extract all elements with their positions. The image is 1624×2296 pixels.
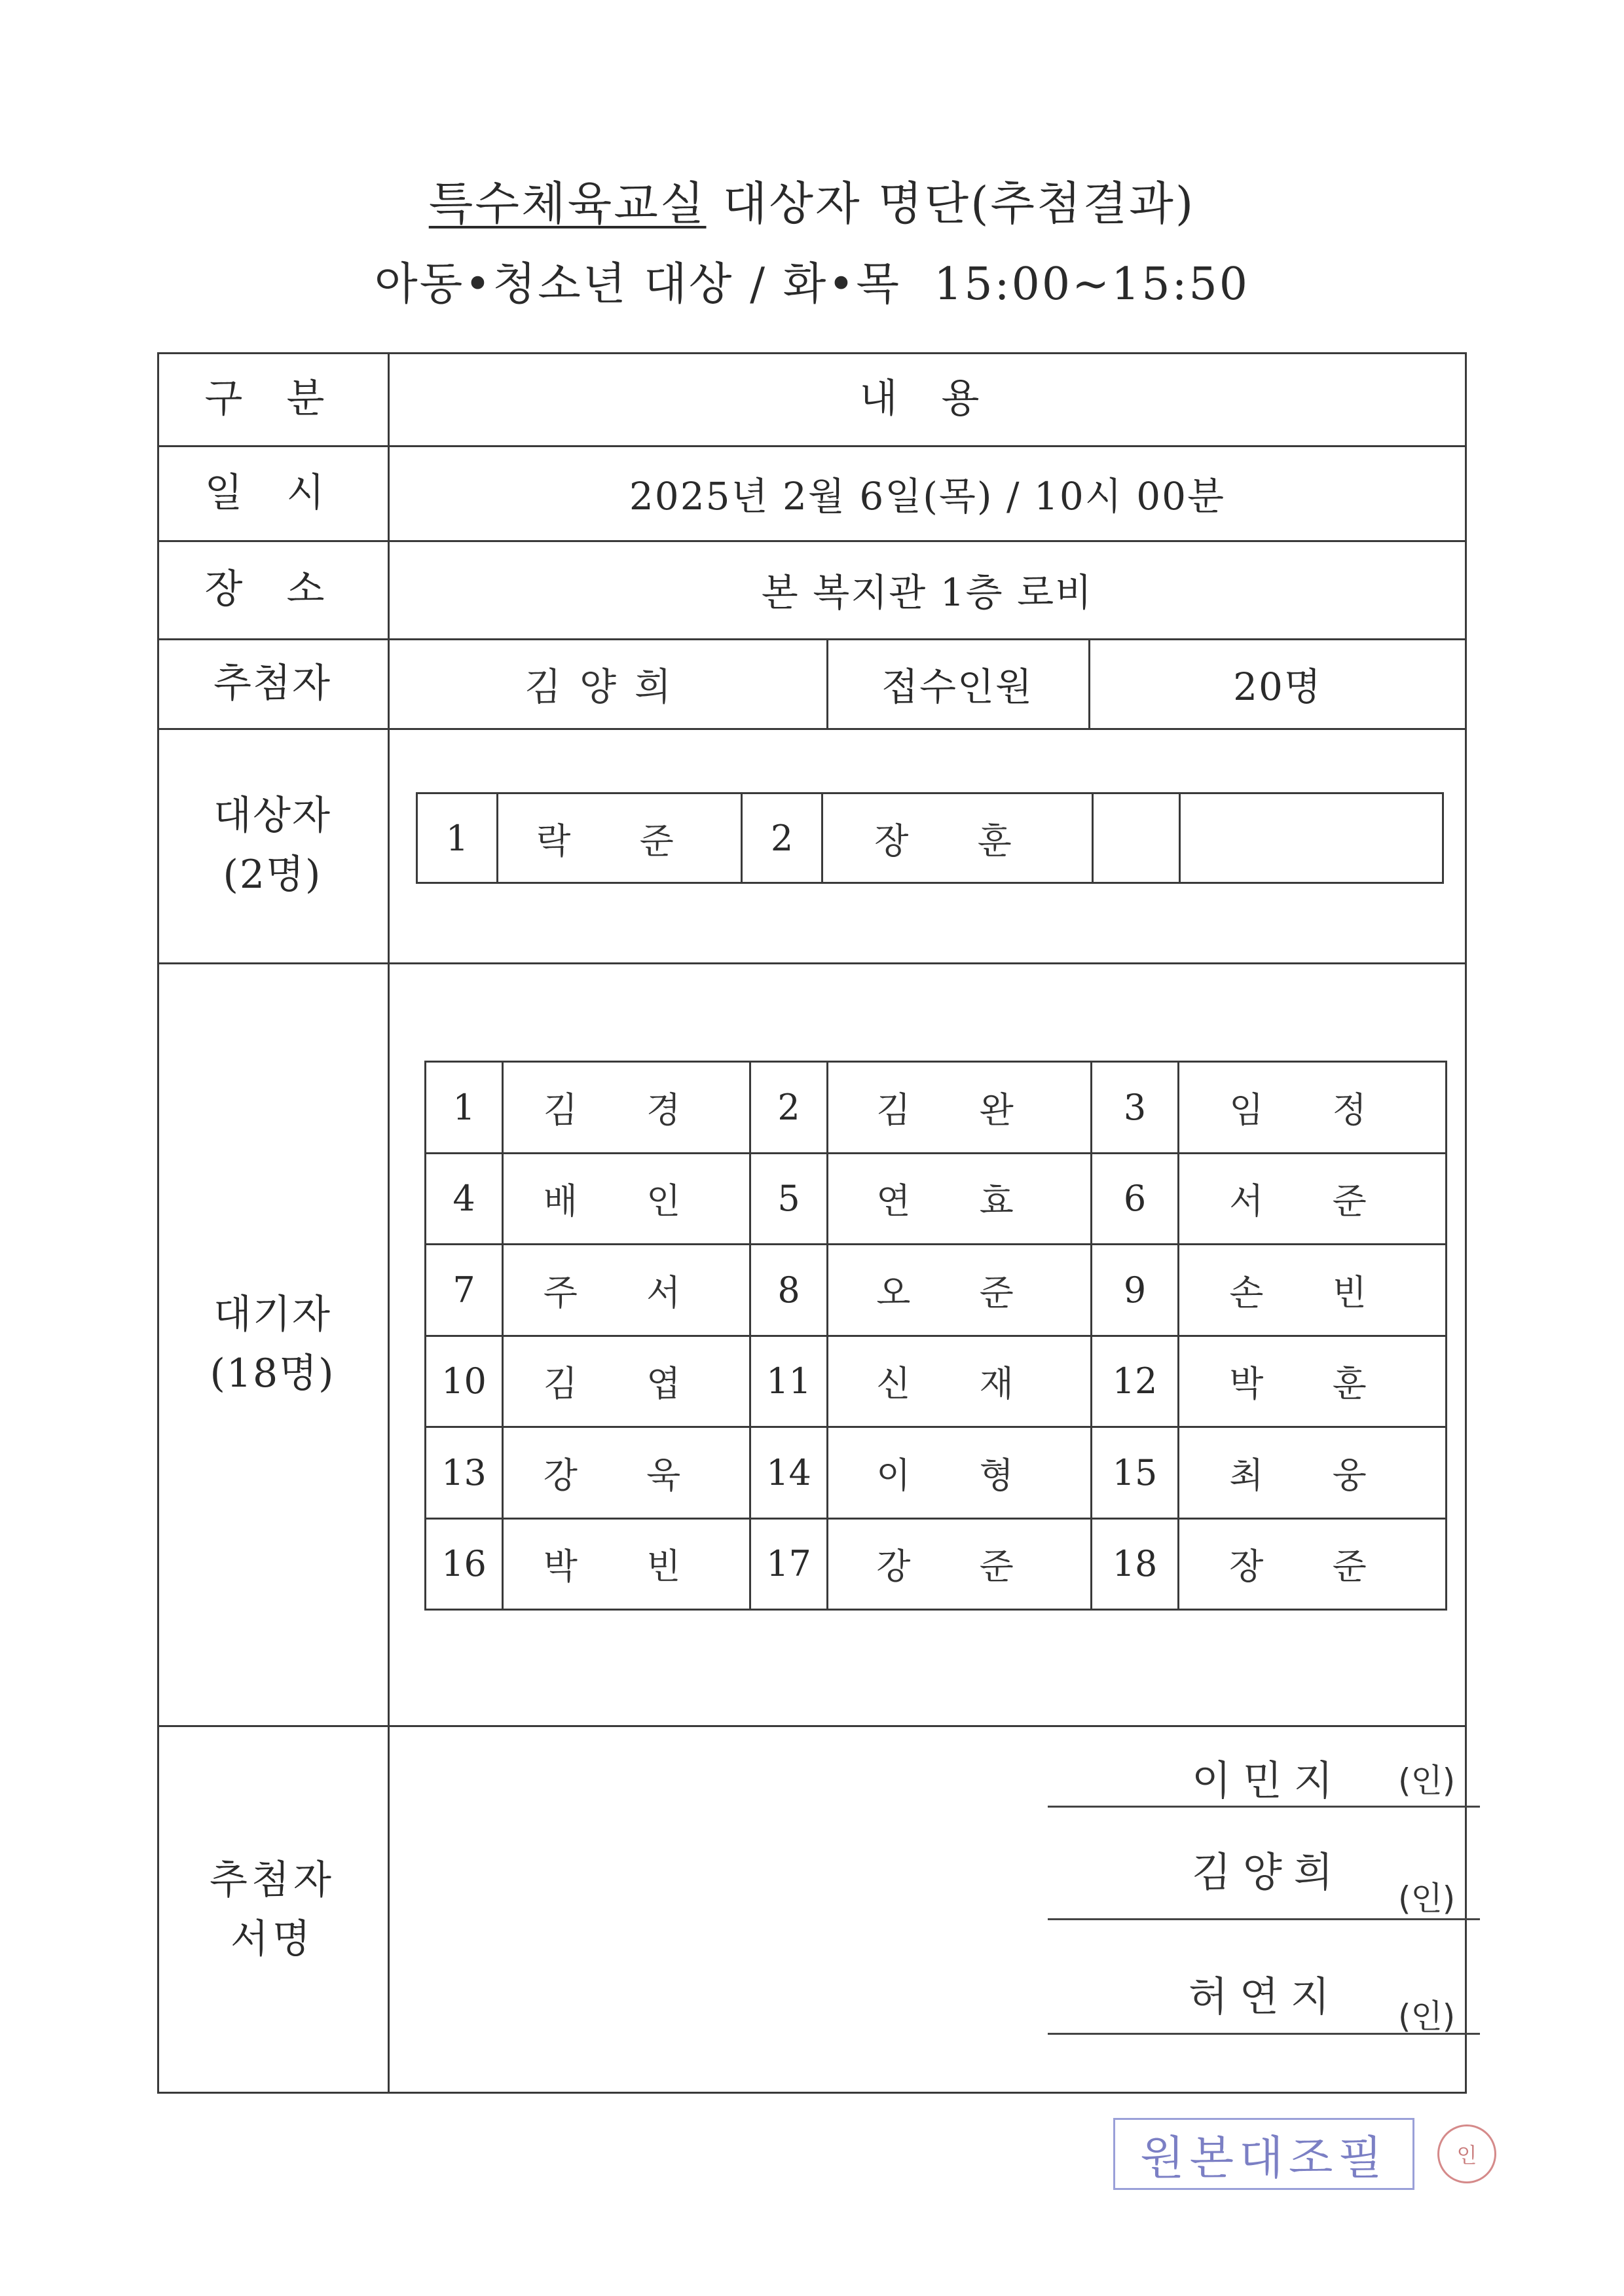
waiting-name: 서 준 bbox=[1179, 1153, 1447, 1245]
waiting-no: 4 bbox=[426, 1153, 503, 1245]
signature-title-line1: 추첨자 bbox=[210, 1857, 335, 1903]
program-name: 특수체육교실 bbox=[428, 177, 707, 230]
waiting-name: 강 준 bbox=[828, 1518, 1092, 1610]
waiting-no: 2 bbox=[750, 1062, 828, 1154]
waiting-name: 강 욱 bbox=[503, 1427, 750, 1519]
selected-name: 장 훈 bbox=[822, 793, 1093, 883]
date-label: 일 시 bbox=[204, 469, 341, 516]
waiting-no: 16 bbox=[426, 1518, 503, 1610]
waiting-no: 14 bbox=[750, 1427, 828, 1519]
certified-copy-stamp: 원본대조필 bbox=[1113, 2118, 1414, 2190]
table-row bbox=[426, 1245, 1447, 1336]
selected-name-empty bbox=[1180, 793, 1443, 883]
waiting-no: 11 bbox=[750, 1336, 828, 1427]
signer-seal-mark: (인) bbox=[1398, 1997, 1456, 2035]
selected-count: (2명) bbox=[223, 852, 322, 898]
waiting-no: 3 bbox=[1092, 1062, 1179, 1154]
waiting-no: 1 bbox=[426, 1062, 503, 1154]
applicants-label: 접수인원 bbox=[881, 664, 1034, 709]
signer-seal-mark: (인) bbox=[1398, 1762, 1456, 1800]
waiting-count: (18명) bbox=[210, 1350, 335, 1396]
waiting-no: 7 bbox=[426, 1245, 503, 1336]
signer-seal-mark: (인) bbox=[1398, 1880, 1456, 1918]
waiting-no: 17 bbox=[750, 1518, 828, 1610]
applicants-count: 20명 bbox=[1233, 664, 1322, 709]
waiting-name: 박 훈 bbox=[1179, 1336, 1447, 1427]
signer-name: 이민지 bbox=[1192, 1757, 1345, 1804]
waiting-name: 최 웅 bbox=[1179, 1427, 1447, 1519]
header-category-label: 구 분 bbox=[204, 376, 341, 422]
selected-title: 대상자 bbox=[213, 793, 331, 839]
date-value: 2025년 2월 6일(목) / 10시 00분 bbox=[629, 473, 1226, 519]
waiting-no: 5 bbox=[750, 1153, 828, 1245]
drawer-name: 김양희 bbox=[524, 664, 690, 709]
signer-name: 허연지 bbox=[1189, 1973, 1342, 2020]
waiting-name: 연 효 bbox=[828, 1153, 1092, 1245]
signer-name: 김양희 bbox=[1192, 1848, 1345, 1896]
waiting-name: 김 완 bbox=[828, 1062, 1092, 1154]
waiting-title: 대기자 bbox=[213, 1291, 331, 1338]
waiting-name: 이 형 bbox=[828, 1427, 1092, 1519]
class-time: 15:00~15:50 bbox=[934, 259, 1250, 310]
place-label: 장 소 bbox=[204, 566, 341, 612]
waiting-name: 신 재 bbox=[828, 1336, 1092, 1427]
waiting-name: 박 빈 bbox=[503, 1518, 750, 1610]
table-row bbox=[426, 1062, 1447, 1154]
waiting-name: 배 인 bbox=[503, 1153, 750, 1245]
table-row bbox=[417, 793, 1443, 883]
header-content-label: 내 용 bbox=[859, 376, 995, 422]
signature-line bbox=[1048, 1806, 1480, 1808]
waiting-no: 9 bbox=[1092, 1245, 1179, 1336]
waiting-name: 김 엽 bbox=[503, 1336, 750, 1427]
waiting-no: 18 bbox=[1092, 1518, 1179, 1610]
target-group: 아동•청소년 대상 / 화•목 bbox=[374, 259, 902, 310]
place-value: 본 복지관 1층 로비 bbox=[761, 570, 1094, 615]
waiting-name: 오 준 bbox=[828, 1245, 1092, 1336]
selected-name: 락 준 bbox=[498, 793, 742, 883]
title-rest: 대상자 명단(추첨결과) bbox=[722, 177, 1196, 230]
waiting-name: 손 빈 bbox=[1179, 1245, 1447, 1336]
selected-no-empty bbox=[1093, 793, 1180, 883]
seal-icon: 인 bbox=[1437, 2124, 1496, 2183]
waiting-no: 6 bbox=[1092, 1153, 1179, 1245]
document-subtitle bbox=[0, 249, 1624, 312]
waiting-no: 10 bbox=[426, 1336, 503, 1427]
signature-title-line2: 서명 bbox=[231, 1916, 314, 1962]
selected-no: 2 bbox=[742, 793, 822, 883]
table-row bbox=[426, 1427, 1447, 1519]
waiting-table bbox=[424, 1061, 1447, 1611]
document-title bbox=[0, 167, 1624, 233]
waiting-no: 8 bbox=[750, 1245, 828, 1336]
waiting-no: 15 bbox=[1092, 1427, 1179, 1519]
signature-line bbox=[1048, 1918, 1480, 1920]
waiting-name: 주 서 bbox=[503, 1245, 750, 1336]
waiting-name: 임 정 bbox=[1179, 1062, 1447, 1154]
table-row bbox=[426, 1518, 1447, 1610]
table-row bbox=[426, 1153, 1447, 1245]
drawer-label: 추첨자 bbox=[213, 660, 331, 706]
table-row bbox=[426, 1336, 1447, 1427]
selected-label bbox=[157, 728, 388, 962]
waiting-no: 13 bbox=[426, 1427, 503, 1519]
waiting-label bbox=[157, 962, 388, 1725]
signature-line bbox=[1048, 2033, 1480, 2035]
waiting-name: 김 경 bbox=[503, 1062, 750, 1154]
selected-no: 1 bbox=[417, 793, 498, 883]
waiting-name: 장 준 bbox=[1179, 1518, 1447, 1610]
signature-label bbox=[157, 1725, 388, 2094]
waiting-no: 12 bbox=[1092, 1336, 1179, 1427]
selected-table bbox=[416, 792, 1444, 884]
